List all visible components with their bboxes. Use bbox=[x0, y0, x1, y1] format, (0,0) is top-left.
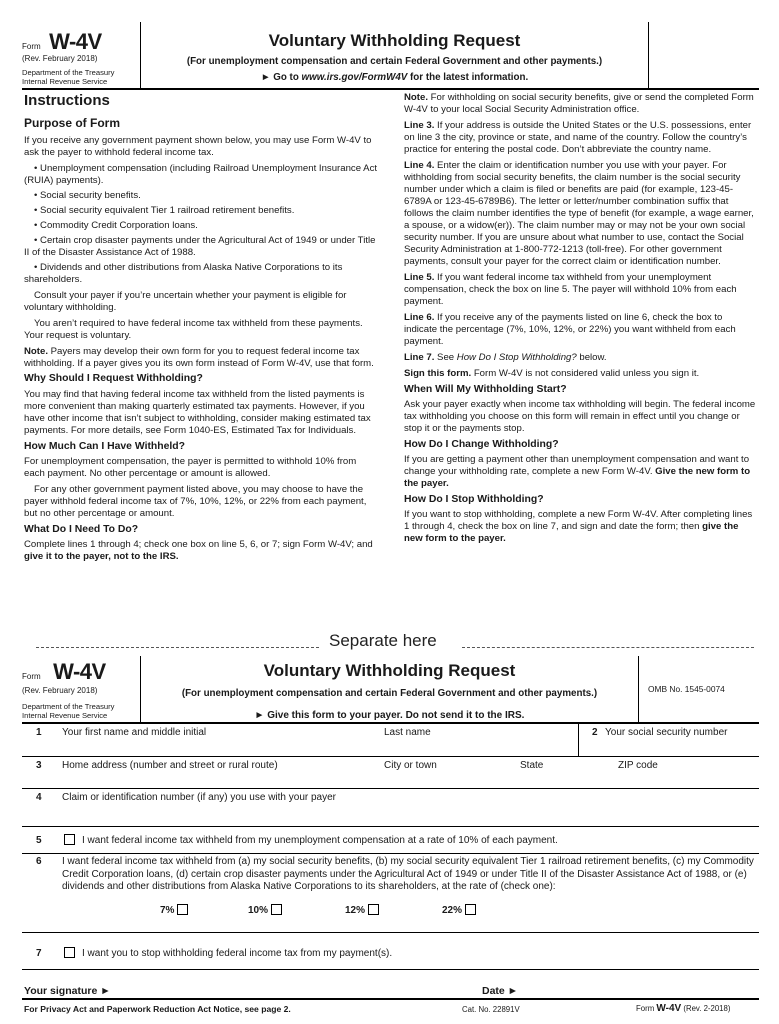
pct-12-label: 12% bbox=[345, 905, 366, 916]
purpose-heading: Purpose of Form bbox=[24, 115, 121, 130]
change-bold: Give the new form to the payer. bbox=[404, 466, 751, 490]
line6-instructions bbox=[404, 312, 758, 348]
stop-bold: give the new form to the payer. bbox=[404, 521, 739, 545]
line6-text: If you receive any of the payments listed on line 6, check the box to indicate the percentage (7%, 10%, 12%, or 22%) you want withheld from each payment. bbox=[404, 311, 736, 347]
line5-label: I want federal income tax withheld from my unemployment compensation at a rate of 10% of each payment. bbox=[82, 835, 558, 846]
line5-number: 5 bbox=[36, 835, 42, 846]
line7-instructions bbox=[404, 352, 758, 364]
howmuch-text-2: For any other government payment listed above, you may choose to have the payer withhold federal income tax of 7%, 10%, 12%, or 22% from each payment, but no other percentage or amount. bbox=[24, 483, 367, 519]
give-instructions: ► Give this form to your payer. Do not send it to the IRS. bbox=[254, 710, 525, 721]
why-heading: Why Should I Request Withholding? bbox=[24, 373, 203, 385]
bullet-item: • Certain crop disaster payments under the Agricultural Act of 1949 or under Title II of the Disaster Assistance Act of 1988. bbox=[24, 234, 376, 258]
last-name-field[interactable] bbox=[384, 740, 574, 756]
row-rule bbox=[22, 932, 759, 933]
line3-text: If your address is outside the United States or the U.S. possessions, enter on line 3 the city, province or state, and name of the country. Follow the country’s practice for entering the postal code. Don’t abbreviate the country name. bbox=[404, 119, 752, 155]
consult-text: Consult your payer if you’re uncertain whether your payment is eligible for voluntary withholding. bbox=[24, 289, 347, 313]
line6-number: 6 bbox=[36, 856, 42, 867]
line5-instructions bbox=[404, 272, 758, 308]
when-text: Ask your payer exactly when income tax withholding will begin. The federal income tax withholding you choose on this form will remain in effect until you change or stop it or the payments stop. bbox=[404, 398, 756, 434]
line4-instructions bbox=[404, 160, 758, 268]
whatdo-text: Complete lines 1 through 4; check one box on line 5, 6, or 7; sign Form W-4V; and bbox=[24, 539, 373, 551]
howmuch-text: For unemployment compensation, the payer is permitted to withhold 10% from each payment. No other percentage or amount is allowed. bbox=[24, 456, 357, 479]
pct-10-option[interactable] bbox=[248, 904, 282, 918]
line3-instructions bbox=[404, 120, 758, 156]
change-text: If you are getting a payment other than unemployment compensation and want to change your withholding rate, complete a new Form W-4V. bbox=[404, 454, 750, 478]
instructions-column bbox=[24, 92, 379, 567]
claim-number-field[interactable] bbox=[62, 806, 752, 826]
bullet-item: • Social security benefits. bbox=[34, 189, 141, 201]
header-divider-right bbox=[638, 656, 639, 722]
pct-22-checkbox[interactable] bbox=[465, 904, 476, 915]
line7-italic: How Do I Stop Withholding? bbox=[456, 351, 577, 363]
instructions-heading: Instructions bbox=[24, 92, 110, 109]
line3-label: Line 3. bbox=[404, 119, 435, 131]
form-title: Voluntary Withholding Request bbox=[268, 31, 521, 50]
dept-label: Department of the Treasury bbox=[22, 68, 115, 77]
change-heading: How Do I Change Withholding? bbox=[404, 438, 559, 450]
ssn-field[interactable] bbox=[582, 740, 758, 756]
date-field[interactable] bbox=[522, 978, 758, 996]
right-column bbox=[404, 92, 758, 549]
why-text: You may find that having federal income tax withheld from the listed payments is more convenient than making quarterly estimated tax payments. However, if you have other income that isn’t subject to withholding, consider making estimated tax payments. For more details, see Form 1040-ES, Estimated Tax for Individuals. bbox=[24, 388, 371, 436]
ssn-divider bbox=[578, 724, 579, 756]
line4-text: Enter the claim or identification number you use with your payer. For withholding from social security benefits, the claim number is the social security number under which a claim is filed or benefits are paid (for example, 123-45-6789A or 123-45-6789B6). The letter or letter/number combination suffix that follows the claim number identifies the type of benefit (for example, a wage earner, a spouse, or a widow(er)). The claim number may or may not be your own social security number. If you are unsure about what number to use, contact the Social Security Administration at 1-800-772-1213 (toll-free). For other government payments, consult your payer for the correct claim or identification number. bbox=[404, 159, 754, 267]
agency bbox=[22, 702, 114, 721]
line7-text-post: below. bbox=[576, 351, 607, 363]
separator-dash-right bbox=[462, 647, 754, 648]
line1-number: 1 bbox=[36, 727, 42, 738]
line5-label: Line 5. bbox=[404, 271, 435, 283]
form-label bbox=[22, 28, 102, 56]
footer-rev: (Rev. 2-2018) bbox=[683, 1004, 731, 1013]
claim-number-label: Claim or identification number (if any) you use with your payer bbox=[62, 792, 337, 803]
city-label: City or town bbox=[384, 760, 437, 771]
bullet-item: • Dividends and other distributions from Alaska Native Corporations to its shareholders. bbox=[24, 261, 343, 285]
home-address-label: Home address (number and street or rural route) bbox=[62, 760, 278, 771]
pct-7-label: 7% bbox=[160, 905, 175, 916]
pct-7-checkbox[interactable] bbox=[177, 904, 188, 915]
line4-number: 4 bbox=[36, 792, 42, 803]
line7-checkbox[interactable] bbox=[64, 947, 75, 958]
pct-10-checkbox[interactable] bbox=[271, 904, 282, 915]
sign-label: Sign this form. bbox=[404, 367, 472, 379]
row-rule bbox=[22, 826, 759, 827]
line2-number: 2 bbox=[592, 727, 598, 738]
zip-label: ZIP code bbox=[618, 760, 658, 771]
not-required-text: You aren’t required to have federal income tax withheld from these payments. Your request is voluntary. bbox=[24, 317, 363, 341]
date-label: Date ► bbox=[482, 985, 519, 997]
bullet-item: • Commodity Credit Corporation loans. bbox=[34, 219, 198, 231]
zip-field[interactable] bbox=[618, 773, 758, 789]
row-rule bbox=[22, 788, 759, 789]
purpose-intro: If you receive any government payment shown below, you may use Form W-4V to ask the payer to withhold federal income tax. bbox=[24, 134, 372, 158]
note-text: Payers may develop their own form for you to request federal income tax withholding. If a payer gives you its own form instead of Form W-4V, use that form. bbox=[24, 345, 374, 369]
note-text: For withholding on social security benefits, give or send the completed Form W-4V to your local Social Security Administration office. bbox=[404, 92, 754, 115]
stop-heading: How Do I Stop Withholding? bbox=[404, 494, 544, 506]
form-subtitle: (For unemployment compensation and certain Federal Government and other payments.) bbox=[186, 56, 603, 67]
whatdo-paragraph bbox=[24, 539, 379, 563]
catalog-number: Cat. No. 22891V bbox=[462, 1005, 520, 1014]
stop-text: If you want to stop withholding, complete a new Form W-4V. After completing lines 1 through 4, check the box on line 7, and sign and date the form; then bbox=[404, 509, 753, 533]
row-rule bbox=[22, 756, 759, 757]
separator-dash-left bbox=[36, 647, 319, 648]
agency bbox=[22, 68, 114, 87]
form-subtitle: (For unemployment compensation and certain Federal Government and other payments.) bbox=[181, 688, 598, 699]
line5-text: If you want federal income tax withheld from your unemployment compensation, check the box on line 5. The payer will withhold 10% from each payment. bbox=[404, 271, 737, 307]
line7-label: I want you to stop withholding federal income tax from my payment(s). bbox=[82, 948, 393, 959]
form-header-rule bbox=[22, 722, 759, 724]
first-name-field[interactable] bbox=[62, 740, 382, 756]
line6-label: Line 6. bbox=[404, 311, 435, 323]
change-paragraph bbox=[404, 454, 758, 490]
line3-number: 3 bbox=[36, 760, 42, 771]
line7-text: See bbox=[434, 351, 457, 363]
line5-checkbox[interactable] bbox=[64, 834, 75, 845]
whatdo-bold: give it to the payer, not to the IRS. bbox=[24, 551, 179, 563]
sign-text: Form W-4V is not considered valid unless you sign it. bbox=[471, 367, 700, 379]
first-name-label: Your first name and middle initial bbox=[62, 727, 207, 738]
form-revision: (Rev. February 2018) bbox=[22, 686, 98, 695]
privacy-notice: For Privacy Act and Paperwork Reduction Act Notice, see page 2. bbox=[24, 1004, 291, 1014]
state-label: State bbox=[520, 760, 544, 771]
footer-rule bbox=[22, 998, 759, 1000]
pct-10-label: 10% bbox=[248, 905, 269, 916]
city-field[interactable] bbox=[384, 773, 514, 789]
form-title: Voluntary Withholding Request bbox=[263, 661, 516, 680]
goto-line bbox=[141, 72, 648, 84]
signature-label: Your signature ► bbox=[24, 985, 111, 997]
note-paragraph bbox=[24, 346, 379, 370]
irs-label: Internal Revenue Service bbox=[22, 711, 108, 721]
row-rule bbox=[22, 969, 759, 970]
pct-12-option[interactable] bbox=[345, 904, 379, 918]
pct-12-checkbox[interactable] bbox=[368, 904, 379, 915]
form-label bbox=[22, 658, 106, 686]
form-name: W-4V bbox=[49, 29, 102, 54]
separate-here-label: Separate here bbox=[329, 631, 437, 650]
form-name: W-4V bbox=[53, 659, 106, 684]
top-header bbox=[22, 22, 759, 88]
home-address-field[interactable] bbox=[62, 773, 382, 789]
signature-field[interactable] bbox=[132, 978, 472, 996]
footer-form-name: W-4V bbox=[656, 1003, 682, 1014]
whatdo-heading: What Do I Need To Do? bbox=[24, 523, 139, 535]
bullet-item: • Unemployment compensation (including Railroad Unemployment Insurance Act (RUIA) payments). bbox=[24, 162, 378, 186]
header-rule bbox=[22, 88, 759, 90]
footer-form-word: Form bbox=[636, 1004, 655, 1013]
note-label: Note. bbox=[404, 92, 428, 103]
line7-number: 7 bbox=[36, 948, 42, 959]
w4v-form bbox=[22, 656, 759, 1016]
omb-number: OMB No. 1545-0074 bbox=[648, 684, 725, 694]
goto-suffix: for the latest information. bbox=[407, 72, 529, 83]
header-divider-right bbox=[648, 22, 649, 88]
line7-label: Line 7. bbox=[404, 351, 435, 363]
pct-22-label: 22% bbox=[442, 905, 463, 916]
line6-label: I want federal income tax withheld from (a) my social security benefits, (b) my social security equivalent Tier 1 railroad retirement benefits, (c) my Commodity Credit Corporation loans, (d) certain crop disaster payments under the Agricultural Act of 1949 or under Title II of the Disaster Assistance Act of 1988, or (e) dividends and other distributions from Alaska Native Corporations to its shareholders, at the rate of (check one): bbox=[62, 856, 754, 892]
pct-22-option[interactable] bbox=[442, 904, 476, 918]
note-label: Note. bbox=[24, 345, 48, 357]
irs-link[interactable]: www.irs.gov/FormW4V bbox=[301, 72, 408, 83]
footer-form-id bbox=[636, 1003, 730, 1016]
sign-instructions bbox=[404, 368, 758, 380]
goto-prefix: ► Go to bbox=[260, 72, 302, 83]
line4-label: Line 4. bbox=[404, 159, 435, 171]
form-word: Form bbox=[22, 672, 41, 681]
form-word: Form bbox=[22, 42, 41, 51]
row-rule bbox=[22, 853, 759, 854]
howmuch-heading: How Much Can I Have Withheld? bbox=[24, 440, 185, 452]
form-revision: (Rev. February 2018) bbox=[22, 54, 98, 63]
state-field[interactable] bbox=[520, 773, 610, 789]
when-heading: When Will My Withholding Start? bbox=[404, 383, 567, 395]
pct-7-option[interactable] bbox=[160, 904, 188, 918]
bullet-item: • Social security equivalent Tier 1 railroad retirement benefits. bbox=[34, 204, 295, 216]
ssn-label: Your social security number bbox=[605, 727, 728, 738]
irs-label: Internal Revenue Service bbox=[22, 77, 108, 87]
stop-paragraph bbox=[404, 509, 758, 545]
last-name-label: Last name bbox=[384, 727, 431, 738]
ssa-note bbox=[404, 92, 758, 116]
dept-label: Department of the Treasury bbox=[22, 702, 115, 711]
